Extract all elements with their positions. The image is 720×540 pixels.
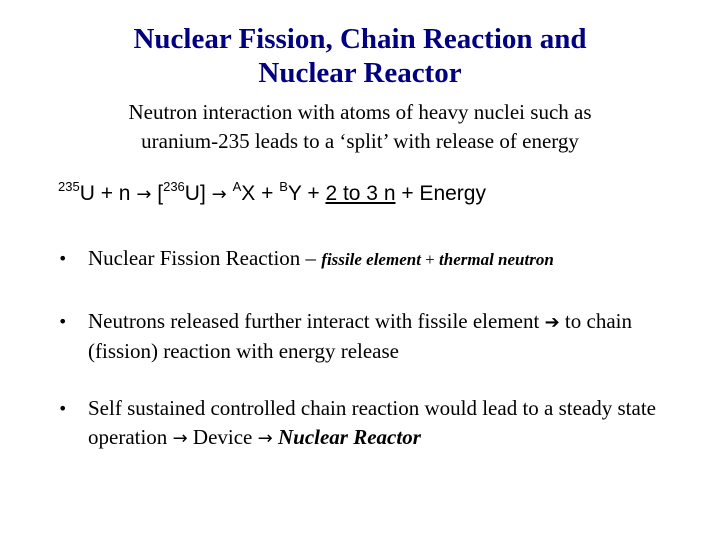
plus-sign: + xyxy=(420,250,440,269)
mass-number-a: A xyxy=(232,179,242,194)
fragment-x: X + xyxy=(241,182,280,205)
slide-subtitle xyxy=(60,98,660,156)
arrow-right-icon: → xyxy=(211,184,227,205)
bullet-item-fission-reaction xyxy=(58,244,688,274)
subtitle-line-1: Neutron interaction with atoms of heavy nuclei such as xyxy=(128,100,592,124)
nuclear-reactor-label: Nuclear Reactor xyxy=(272,425,421,449)
bullet-item-neutrons-released xyxy=(58,307,688,366)
compound-nucleus: U] xyxy=(184,182,212,205)
bullet-icon: • xyxy=(58,249,68,268)
open-bracket: [ xyxy=(151,182,164,205)
bullet-lead: Nuclear Fission Reaction – xyxy=(88,246,322,270)
title-line-2: Nuclear Reactor xyxy=(258,57,462,89)
plus-neutron: + n xyxy=(94,182,137,205)
bullet-text xyxy=(88,307,688,366)
bullet-icon: • xyxy=(58,399,68,418)
bullet-text xyxy=(88,394,688,453)
mass-number-235: 235 xyxy=(58,179,80,194)
energy-term: + Energy xyxy=(395,182,486,205)
bullet-icon: • xyxy=(58,312,68,331)
neutron-count: 2 to 3 n xyxy=(325,182,396,205)
bullet-item-self-sustained xyxy=(58,394,688,453)
subtitle-line-2: uranium-235 leads to a ‘split’ with release of energy xyxy=(141,129,579,153)
fragment-y: Y + xyxy=(287,182,326,205)
slide-title xyxy=(60,22,660,90)
fission-equation xyxy=(58,179,678,210)
fissile-element-label: fissile element xyxy=(321,250,421,269)
bullet-text xyxy=(88,244,688,274)
arrow-right-icon: → xyxy=(136,184,152,205)
bullet-lead: Neutrons released further interact with fissile element xyxy=(88,309,545,333)
bullet-lead: Self sustained controlled chain reaction would lead to a steady state operation xyxy=(88,396,656,449)
device-label: Device xyxy=(187,425,258,449)
thermal-neutron-label: thermal neutron xyxy=(439,250,554,269)
bullet-tail: to chain (fission) reaction with energy release xyxy=(88,309,632,363)
arrow-right-icon: → xyxy=(257,428,273,449)
mass-number-236: 236 xyxy=(163,179,185,194)
title-line-1: Nuclear Fission, Chain Reaction and xyxy=(133,23,587,55)
heavy-arrow-right-icon: ➔ xyxy=(544,312,560,333)
mass-number-b: B xyxy=(279,179,288,194)
arrow-right-icon: → xyxy=(172,428,188,449)
uranium-symbol: U xyxy=(79,182,95,205)
